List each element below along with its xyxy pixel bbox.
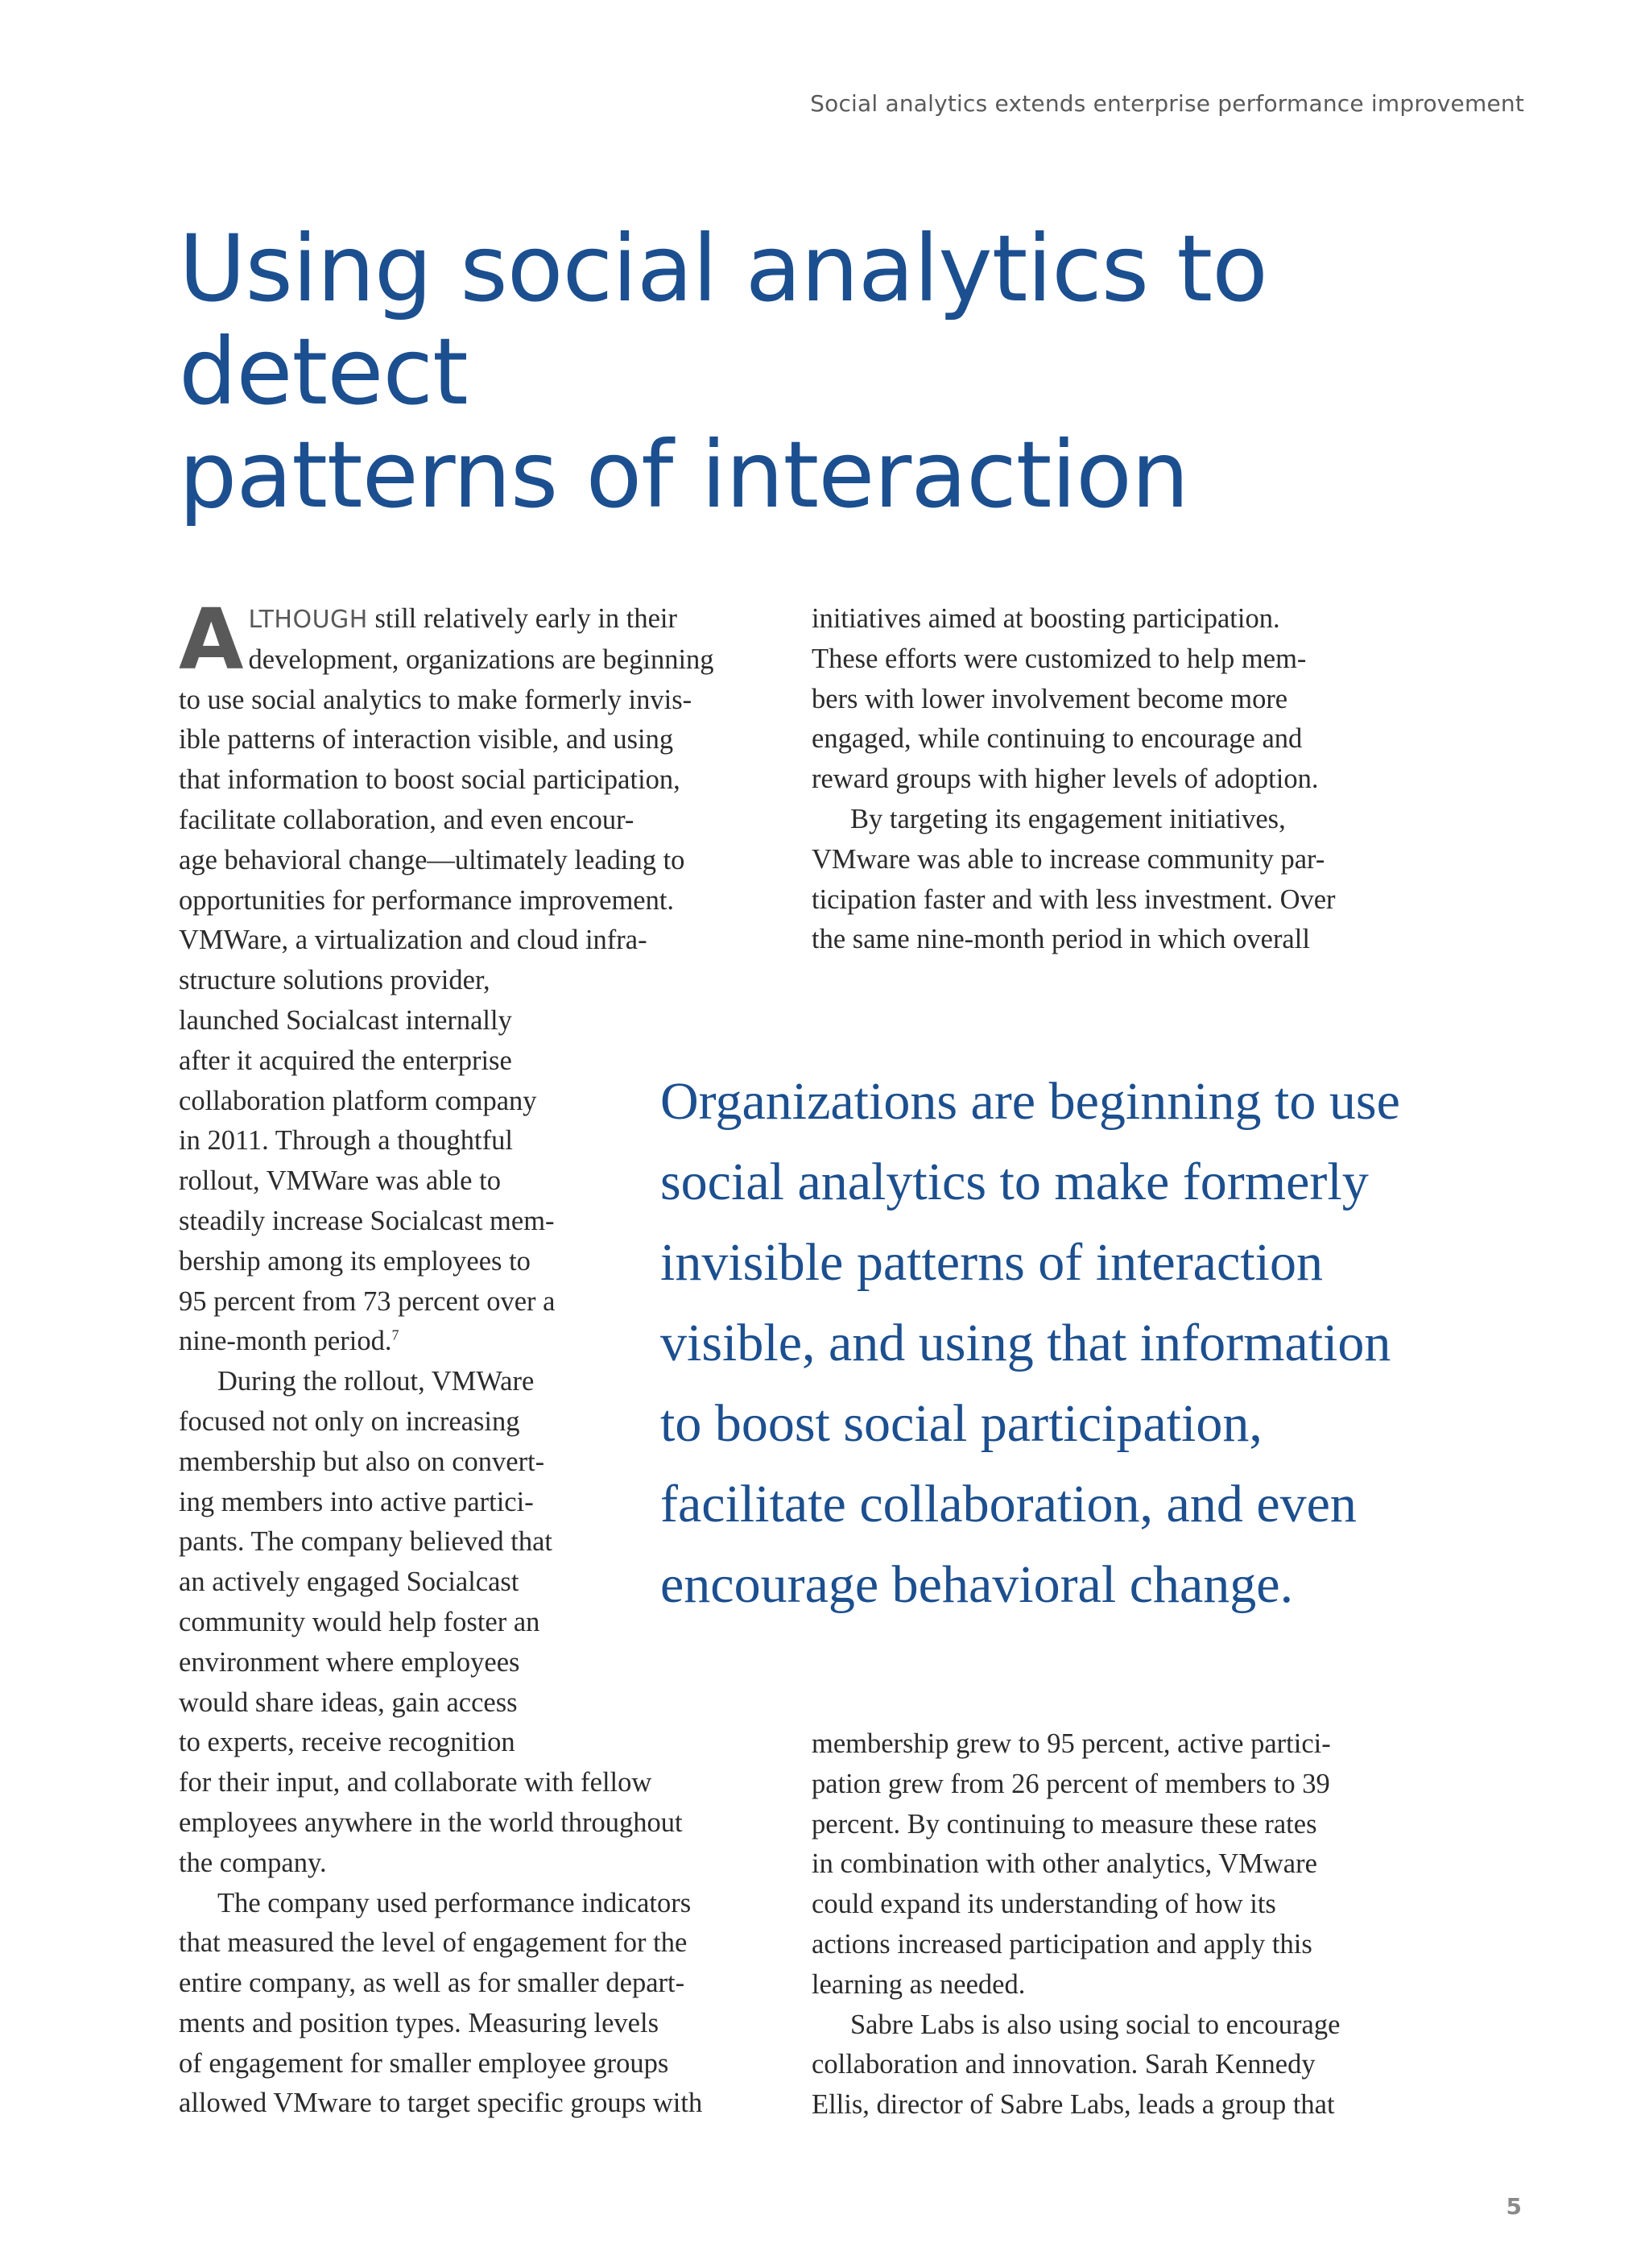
text-line: launched Socialcast internally: [179, 1004, 512, 1036]
right-top-paragraph-1: [812, 599, 1472, 800]
text-line: employees anywhere in the world throughout: [179, 1807, 683, 1838]
right-column-top: [812, 599, 1472, 960]
text-line: structure solutions provider,: [179, 965, 490, 996]
text-line: VMware was able to increase community par-: [812, 843, 1325, 875]
text-line: nine-month period.: [179, 1326, 392, 1357]
footnote-marker: 7: [391, 1326, 399, 1343]
page-number: 5: [1506, 2193, 1522, 2220]
pull-quote-line: encourage behavioral change.: [660, 1555, 1294, 1614]
text-line: ticipation faster and with less investment. Over: [812, 884, 1336, 915]
text-line: Sabre Labs is also using social to encourage: [850, 2009, 1341, 2040]
text-line: reward groups with higher levels of adoption.: [812, 764, 1319, 795]
text-line: of engagement for smaller employee groups: [179, 2047, 669, 2079]
text-line: percent. By continuing to measure these rates: [812, 1808, 1317, 1840]
text-line: opportunities for performance improvement.: [179, 884, 675, 916]
text-line: community would help foster an: [179, 1606, 540, 1637]
page-title: [179, 217, 1548, 527]
pull-quote-line: to boost social participation,: [660, 1394, 1263, 1453]
text-line: collaboration and innovation. Sarah Kennedy: [812, 2049, 1316, 2080]
text-line: bers with lower involvement become more: [812, 683, 1288, 714]
right-bottom-paragraph-2: [812, 2005, 1472, 2125]
text-line: facilitate collaboration, and even encour-: [179, 804, 634, 835]
text-line: that information to boost social participation,: [179, 764, 680, 796]
text-line: actions increased participation and apply this: [812, 1928, 1312, 1960]
pull-quote-line: invisible patterns of interaction: [660, 1233, 1323, 1292]
text-line: 95 percent from 73 percent over a: [179, 1285, 556, 1317]
text-line: for their input, and collaborate with fellow: [179, 1767, 652, 1798]
pull-quote-line: visible, and using that information: [660, 1314, 1391, 1372]
text-line: The company used performance indicators: [217, 1887, 692, 1918]
running-head: Social analytics extends enterprise performance improvement: [810, 90, 1524, 117]
text-line: rollout, VMWare was able to: [179, 1165, 501, 1197]
text-line: in 2011. Through a thoughtful: [179, 1125, 513, 1157]
text-line: the company.: [179, 1847, 327, 1878]
text-line: could expand its understanding of how its: [812, 1889, 1276, 1920]
right-top-paragraph-2: [812, 800, 1472, 960]
text-line: During the rollout, VMWare: [217, 1366, 535, 1397]
left-paragraph-3: [179, 1884, 758, 2125]
text-line: engaged, while continuing to encourage and: [812, 723, 1303, 755]
text-line: By targeting its engagement initiatives,: [850, 803, 1286, 834]
pull-quote-line: facilitate collaboration, and even: [660, 1475, 1357, 1533]
text-line: that measured the level of engagement for the: [179, 1927, 688, 1959]
text-line: entire company, as well as for smaller depart-: [179, 1968, 685, 1999]
pull-quote: [660, 1062, 1586, 1625]
right-column-bottom: [812, 1724, 1472, 2125]
text-line: pants. The company believed that: [179, 1526, 553, 1558]
text-line: would share ideas, gain access: [179, 1687, 518, 1718]
text-line: membership grew to 95 percent, active partici-: [812, 1728, 1331, 1759]
text-line: focused not only on increasing: [179, 1405, 520, 1437]
text-line: pation grew from 26 percent of members to 39: [812, 1768, 1330, 1799]
text-line: in combination with other analytics, VMware: [812, 1848, 1317, 1880]
text-line: collaboration platform company: [179, 1085, 537, 1116]
text-line: membership but also on convert-: [179, 1446, 545, 1477]
text-line: VMWare, a virtualization and cloud infra-: [179, 925, 647, 956]
text-line: Ellis, director of Sabre Labs, leads a group that: [812, 2089, 1335, 2121]
text-line: an actively engaged Socialcast: [179, 1566, 519, 1598]
text-line: ible patterns of interaction visible, and using: [179, 724, 674, 755]
text-line: to experts, receive recognition: [179, 1727, 515, 1758]
pull-quote-line: Organizations are beginning to use: [660, 1072, 1400, 1131]
text-line: development, organizations are beginning: [248, 644, 714, 675]
drop-cap: A: [179, 590, 244, 689]
title-line-2: patterns of interaction: [179, 421, 1189, 528]
lead-in-smallcaps: LTHOUGH: [248, 606, 368, 634]
text-line: bership among its employees to: [179, 1245, 531, 1277]
text-line: after it acquired the enterprise: [179, 1045, 512, 1076]
text-line: learning as needed.: [812, 1968, 1026, 2000]
text-line: the same nine-month period in which overall: [812, 924, 1310, 955]
title-line-1: Using social analytics to detect: [179, 215, 1267, 425]
text-line: allowed VMware to target specific groups with: [179, 2088, 703, 2119]
text-line: steadily increase Socialcast mem-: [179, 1205, 555, 1236]
text-line: initiatives aimed at boosting participation.: [812, 603, 1280, 634]
text-line: still relatively early in their: [367, 603, 678, 634]
text-line: environment where employees: [179, 1646, 520, 1678]
text-line: These efforts were customized to help mem-: [812, 643, 1307, 674]
text-line: ing members into active partici-: [179, 1486, 534, 1517]
text-line: ments and position types. Measuring levels: [179, 2007, 659, 2038]
text-line: age behavioral change—ultimately leading to: [179, 844, 685, 875]
pull-quote-line: social analytics to make formerly: [660, 1153, 1369, 1211]
text-line: to use social analytics to make formerly invis-: [179, 684, 692, 715]
right-bottom-paragraph-1: [812, 1724, 1472, 2005]
